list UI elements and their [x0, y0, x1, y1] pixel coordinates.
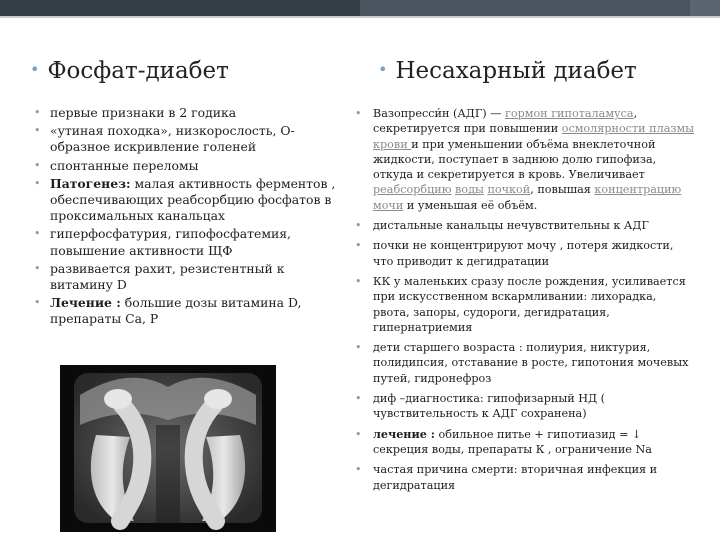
bullet-icon: •: [34, 106, 41, 119]
bullet-icon: •: [34, 261, 41, 275]
list-item: • Вазопресси́н (АДГ) — гормон гипоталамуса, секретируется при повышении осмолярности плазмы крови и при уменьшении объёма внеклеточной жидкости, поступает в заднюю долю гипофиза, откуда и секретируется в кровь. Увеличивает реабсорбцию воды почкой, повышая концентрацию мочи и уменьшая её объём.: [355, 107, 695, 212]
link-concentration[interactable]: концентрацию: [594, 183, 682, 197]
list-item: • Лечение : большие дозы витамина D, препараты Са, Р: [34, 295, 302, 327]
right-column-title: [378, 58, 637, 84]
item-label: Патогенез:: [50, 175, 131, 191]
list-item: • Патогенез: малая активность ферментов , обеспечивающих реабсорбцию фосфатов в проксимальных канальцах: [34, 175, 336, 224]
xray-image-legs: [60, 365, 276, 532]
item-label: Лечение :: [50, 295, 121, 311]
item-label: лечение :: [373, 426, 435, 441]
list-item: • КК у маленьких сразу после рождения, усиливается при искусственном вскармливании: лихорадка, рвота, запоры, судороги, дегидратация, гипернатриемия: [355, 274, 686, 334]
list-item: • лечение : обильное питье + гипотиазид = ↓ секреция воды, препараты К , ограничение Na: [355, 426, 652, 456]
top-bar-segment: [690, 0, 720, 16]
bullet-icon: •: [355, 219, 362, 233]
bullet-icon: •: [34, 176, 41, 190]
link-reabsorption[interactable]: реабсорбцию: [373, 183, 452, 197]
top-divider: [0, 16, 720, 18]
list-item: • частая причина смерти: вторичная инфекция и дегидратация: [355, 463, 658, 492]
link-kidney[interactable]: почкой: [487, 183, 531, 197]
bullet-icon: •: [355, 274, 362, 288]
bullet-icon: •: [30, 60, 40, 79]
list-item: • развивается рахит, резистентный к витамину D: [34, 260, 285, 293]
list-item: • дети старшего возраста : полиурия, никтурия, полидипсия, отставание в росте, гипотония мочевых путей, гидронефроз: [355, 341, 689, 385]
list-item: • первые признаки в 2 годика: [34, 105, 237, 120]
xray-illustration: [60, 365, 276, 532]
link-plasma-osmolarity[interactable]: осмолярности плазмы крови: [373, 122, 695, 151]
bullet-icon: •: [34, 124, 41, 138]
list-item: • дистальные канальцы нечувствительны к АДГ: [355, 219, 649, 233]
bullet-icon: •: [34, 296, 41, 310]
list-item: • почки не концентрируют мочу , потеря жидкости, что приводит к дегидратации: [355, 239, 674, 268]
bullet-icon: •: [355, 427, 362, 441]
link-hypothalamus-hormone[interactable]: гормон гипоталамуса: [504, 107, 634, 120]
top-bar-segment: [0, 0, 360, 16]
top-bar-segment: [360, 0, 690, 16]
top-decor-bar: [0, 0, 720, 16]
list-item: • спонтанные переломы: [34, 157, 199, 173]
bullet-icon: •: [355, 239, 362, 253]
bullet-icon: •: [355, 463, 362, 477]
bullet-icon: •: [355, 392, 362, 406]
list-item: • «утиная походка», низкорослость, О-образное искривление голеней: [34, 123, 295, 155]
link-water[interactable]: воды: [455, 183, 484, 197]
bullet-icon: •: [34, 227, 41, 241]
bullet-icon: •: [355, 341, 362, 355]
right-title-text: Несахарный диабет: [395, 58, 637, 84]
list-item: • гиперфосфатурия, гипофосфатемия, повышение активности ЩФ: [34, 226, 291, 258]
list-item: • диф –диагностика: гипофизарный НД ( чувствительность к АДГ сохранена): [355, 392, 606, 421]
right-bullet-list: [355, 106, 695, 498]
left-bullet-list: [34, 105, 344, 330]
bullet-icon: •: [378, 60, 388, 79]
bullet-icon: •: [355, 107, 362, 120]
left-title-text: Фосфат-диабет: [47, 58, 229, 84]
link-urine[interactable]: мочи: [373, 198, 404, 212]
bullet-icon: •: [34, 158, 41, 172]
left-column-title: [30, 58, 229, 84]
